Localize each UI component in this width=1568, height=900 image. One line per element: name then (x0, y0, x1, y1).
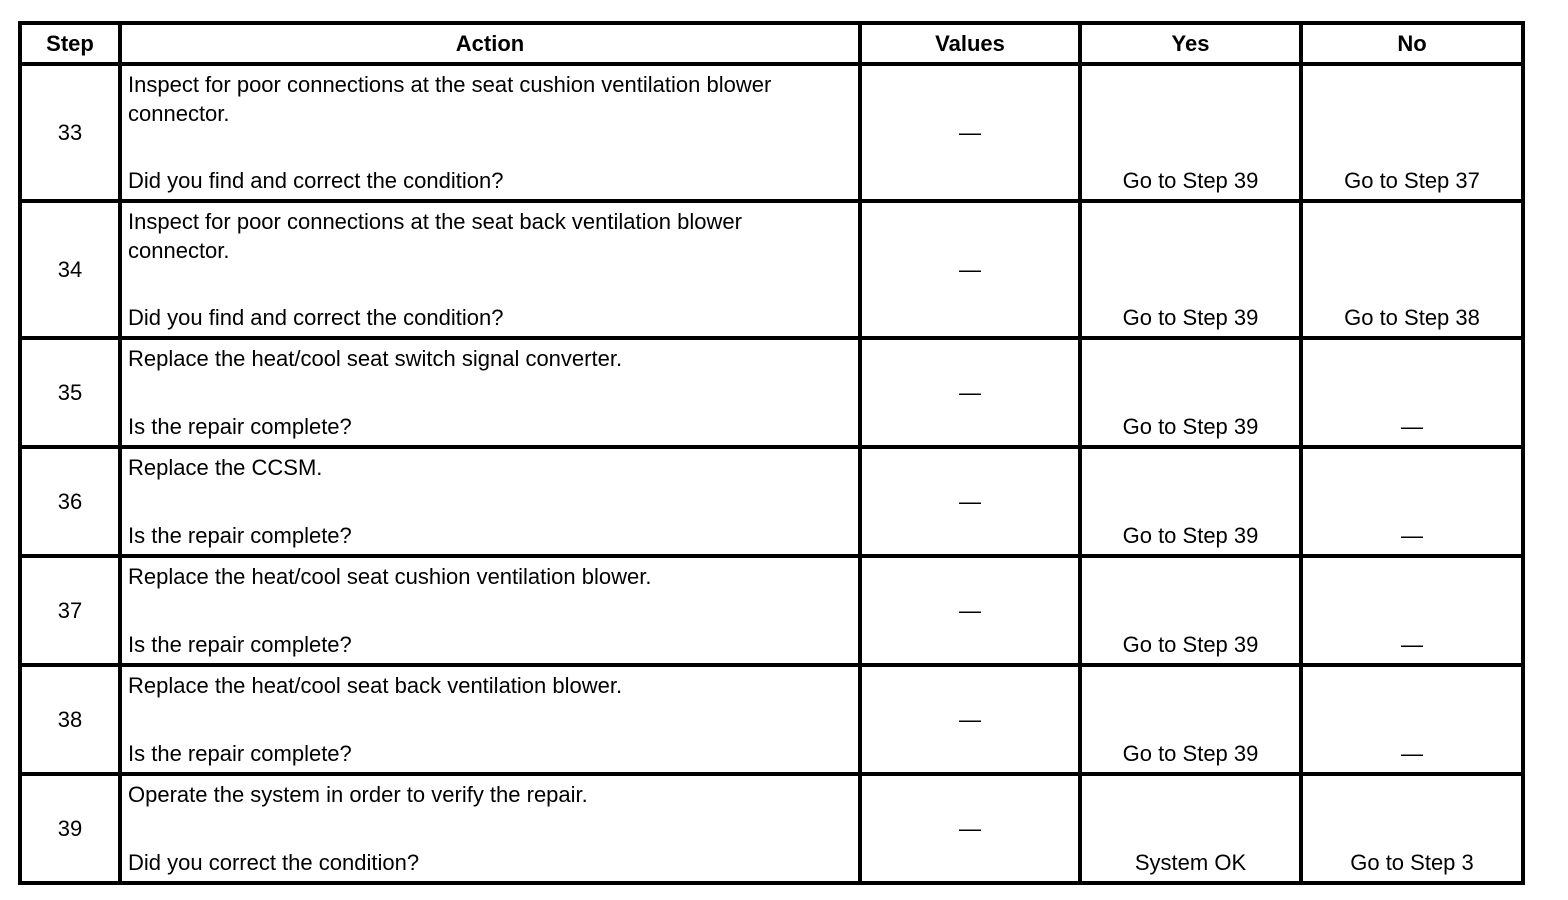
step-number: 34 (20, 201, 120, 338)
diagnostic-steps-table (18, 21, 1525, 885)
action-question: Is the repair complete? (128, 523, 352, 548)
table-body (20, 64, 1523, 883)
yes-result: Go to Step 39 (1122, 523, 1259, 548)
no-result: Go to Step 38 (1344, 305, 1480, 330)
action-question: Did you find and correct the condition? (128, 305, 504, 330)
yes-cell (1080, 201, 1301, 338)
no-cell (1301, 665, 1523, 774)
table-row-step-33 (20, 64, 1523, 201)
yes-result: Go to Step 39 (1122, 414, 1259, 439)
table-header (20, 23, 1523, 64)
action-question: Did you find and correct the condition? (128, 168, 504, 193)
action-cell (120, 774, 860, 883)
yes-result: Go to Step 39 (1122, 168, 1259, 193)
header-no: No (1301, 23, 1523, 64)
values-cell: — (860, 774, 1080, 883)
no-result: — (1401, 632, 1423, 657)
yes-cell (1080, 64, 1301, 201)
no-cell (1301, 774, 1523, 883)
no-cell (1301, 447, 1523, 556)
table-row-step-38 (20, 665, 1523, 774)
action-cell (120, 556, 860, 665)
action-question: Is the repair complete? (128, 414, 352, 439)
action-instruction: Inspect for poor connections at the seat cushion ventilation blower connector. (128, 72, 772, 126)
header-action: Action (120, 23, 860, 64)
no-cell (1301, 556, 1523, 665)
values-cell: — (860, 447, 1080, 556)
action-cell (120, 447, 860, 556)
no-result: — (1401, 414, 1423, 439)
action-instruction: Inspect for poor connections at the seat back ventilation blower connector. (128, 209, 742, 263)
no-result: Go to Step 3 (1350, 850, 1474, 875)
table-row-step-39 (20, 774, 1523, 883)
step-number: 33 (20, 64, 120, 201)
values-cell: — (860, 64, 1080, 201)
no-result: — (1401, 741, 1423, 766)
header-row (20, 23, 1523, 64)
action-cell (120, 64, 860, 201)
table-row-step-35 (20, 338, 1523, 447)
values-cell: — (860, 665, 1080, 774)
action-instruction: Replace the heat/cool seat back ventilation blower. (128, 673, 623, 698)
yes-cell (1080, 665, 1301, 774)
values-cell: — (860, 338, 1080, 447)
no-cell (1301, 338, 1523, 447)
header-values: Values (860, 23, 1080, 64)
step-number: 35 (20, 338, 120, 447)
action-instruction: Replace the heat/cool seat switch signal converter. (128, 346, 623, 371)
yes-cell (1080, 774, 1301, 883)
action-cell (120, 665, 860, 774)
no-result: Go to Step 37 (1344, 168, 1480, 193)
step-number: 38 (20, 665, 120, 774)
no-cell (1301, 64, 1523, 201)
values-cell: — (860, 201, 1080, 338)
yes-result: Go to Step 39 (1122, 632, 1259, 657)
header-yes: Yes (1080, 23, 1301, 64)
action-instruction: Replace the CCSM. (128, 455, 323, 480)
header-step: Step (20, 23, 120, 64)
table-row-step-36 (20, 447, 1523, 556)
table-row-step-37 (20, 556, 1523, 665)
step-number: 36 (20, 447, 120, 556)
action-cell (120, 338, 860, 447)
no-cell (1301, 201, 1523, 338)
action-instruction: Operate the system in order to verify the repair. (128, 782, 588, 807)
action-cell (120, 201, 860, 338)
step-number: 39 (20, 774, 120, 883)
yes-cell (1080, 556, 1301, 665)
yes-result: Go to Step 39 (1122, 741, 1259, 766)
values-cell: — (860, 556, 1080, 665)
action-question: Is the repair complete? (128, 741, 352, 766)
action-question: Did you correct the condition? (128, 850, 420, 875)
action-instruction: Replace the heat/cool seat cushion ventilation blower. (128, 564, 652, 589)
step-number: 37 (20, 556, 120, 665)
yes-result: System OK (1134, 850, 1247, 875)
yes-result: Go to Step 39 (1122, 305, 1259, 330)
no-result: — (1401, 523, 1423, 548)
table-row-step-34 (20, 201, 1523, 338)
action-question: Is the repair complete? (128, 632, 352, 657)
yes-cell (1080, 338, 1301, 447)
yes-cell (1080, 447, 1301, 556)
